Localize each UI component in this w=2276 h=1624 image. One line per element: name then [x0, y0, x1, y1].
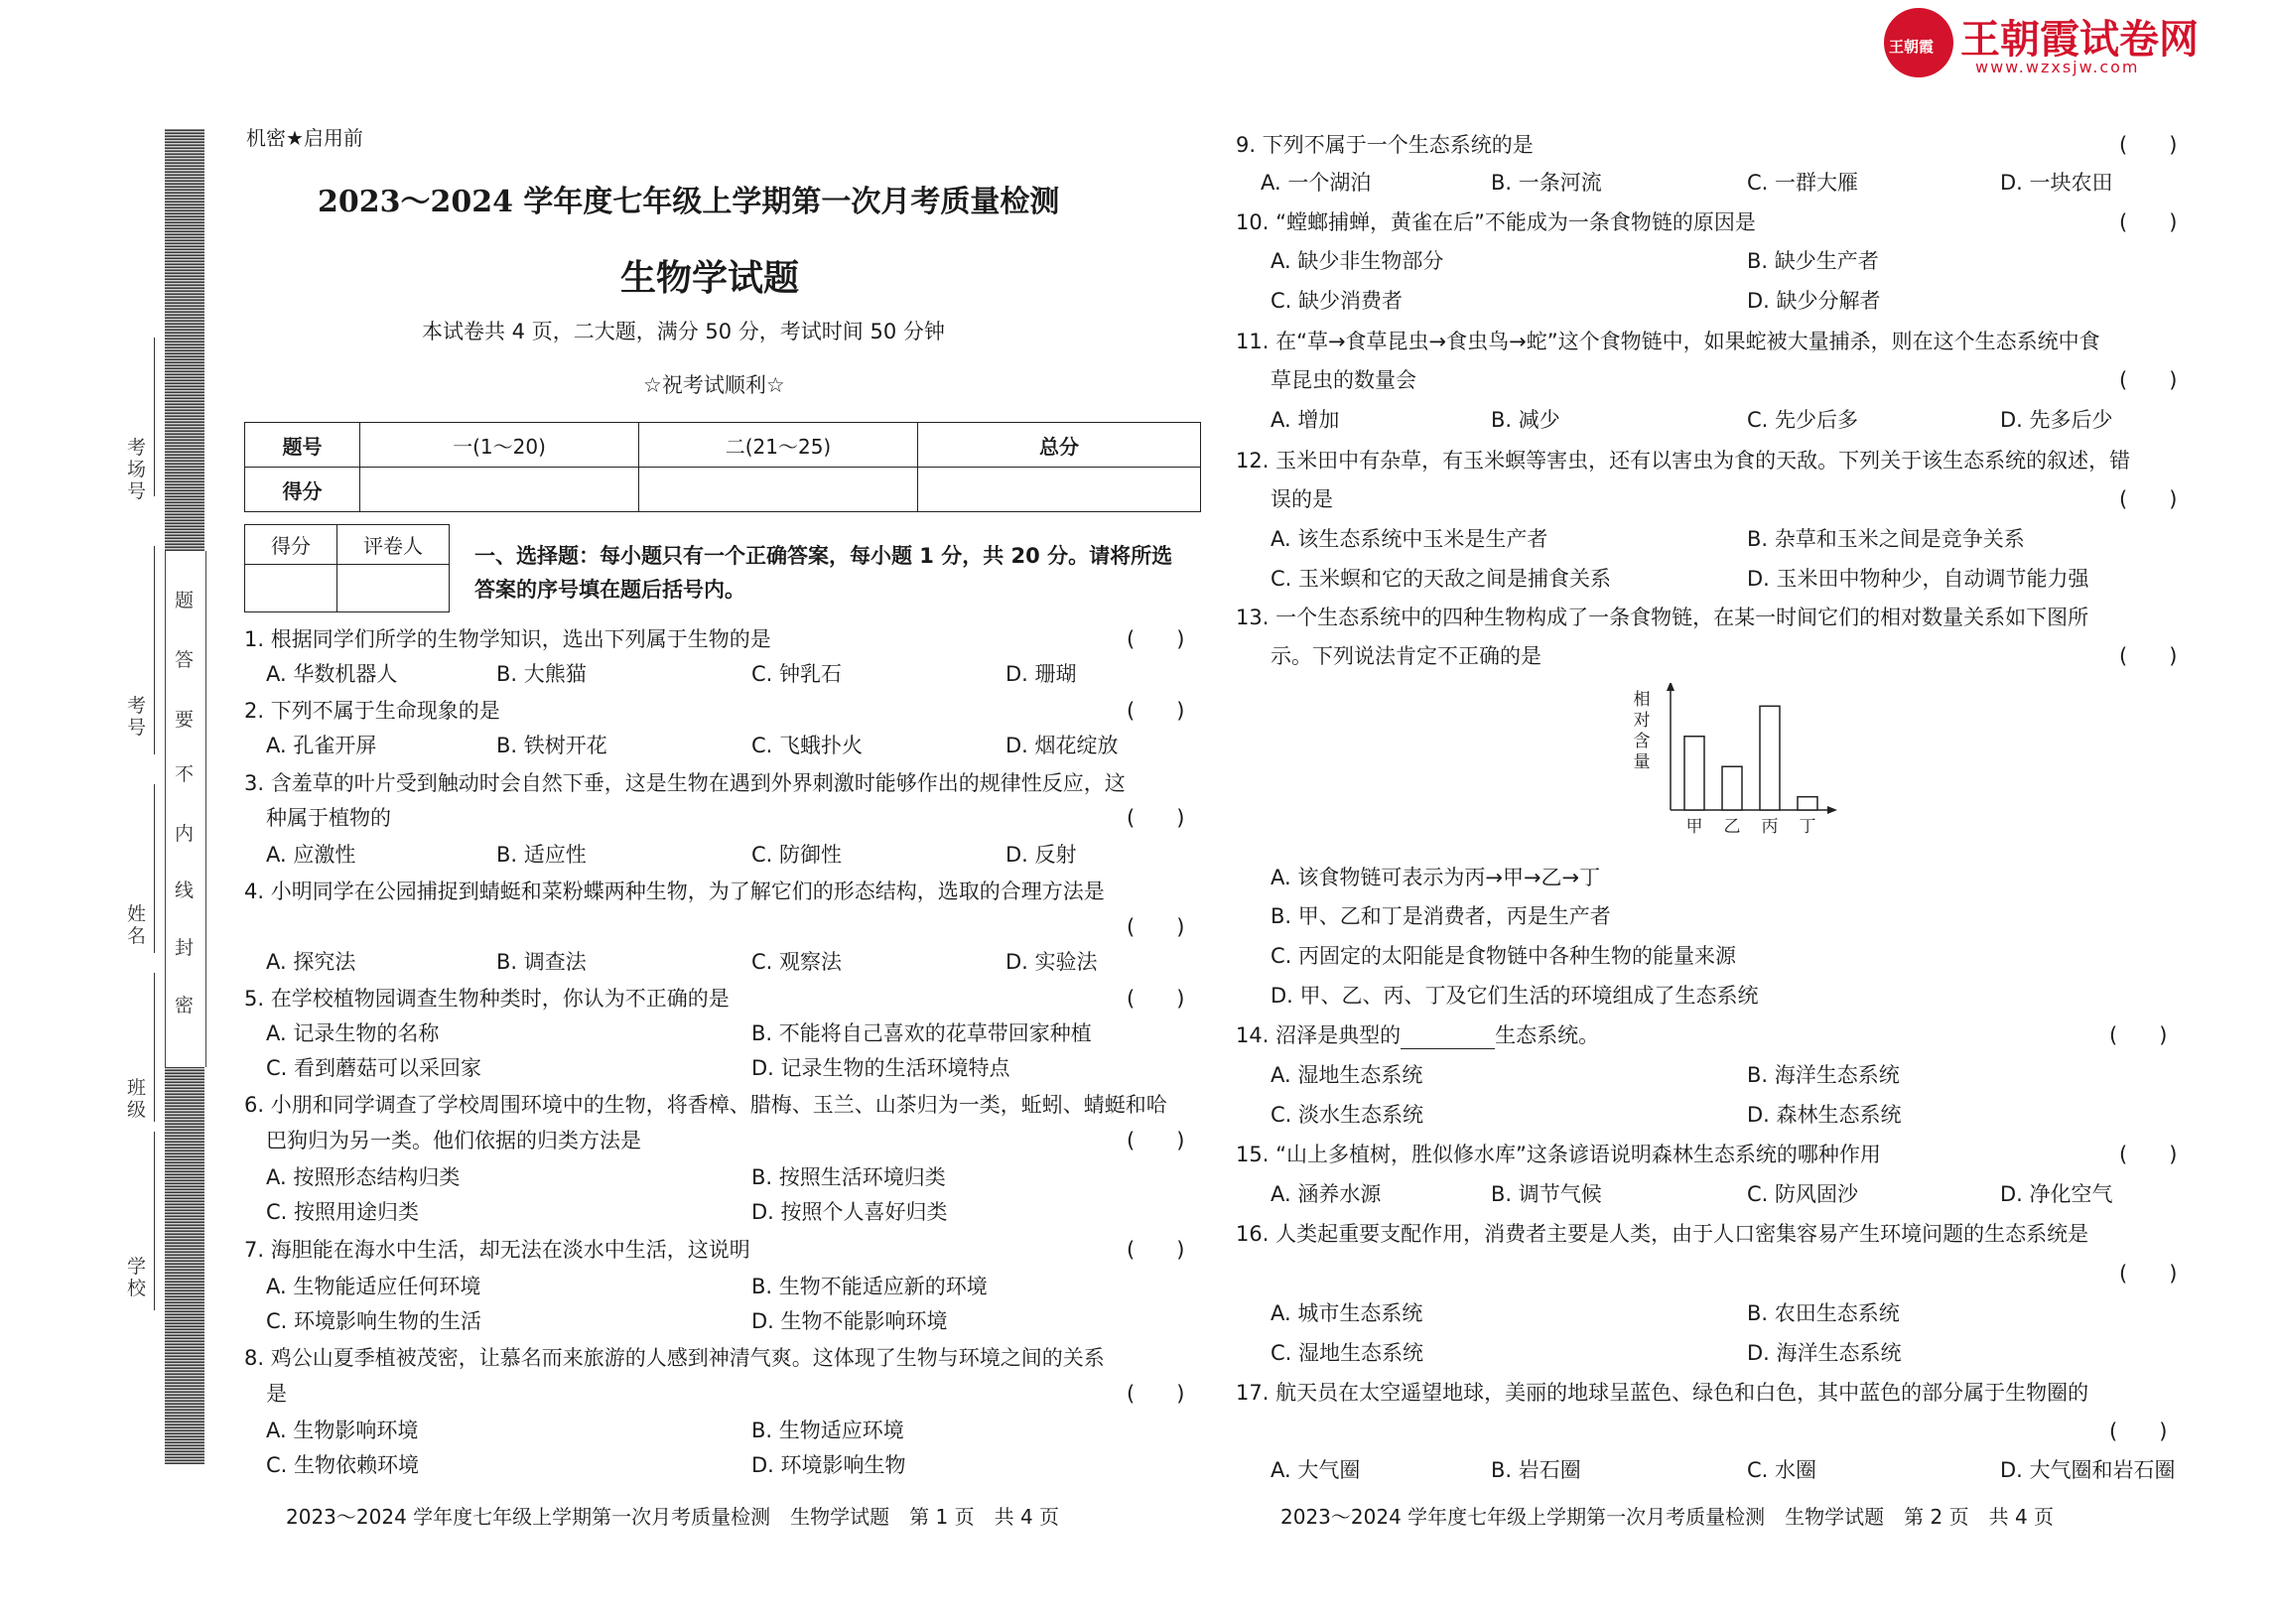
q12-option-c: C. 玉米螟和它的天敌之间是捕食关系: [1271, 567, 1612, 591]
exam-number-label: 考号: [127, 695, 147, 739]
question-7: 7. 海胆能在海水中生活，却无法在淡水中生活，这说明: [244, 1238, 750, 1262]
q1-option-d: D. 珊瑚: [1005, 662, 1077, 686]
q3-option-b: B. 适应性: [496, 843, 587, 867]
confidential-mark: 机密★启用前: [246, 126, 363, 150]
chart-bar-3: [1760, 706, 1780, 810]
q1-option-b: B. 大熊猫: [496, 662, 587, 686]
question-12-line2: 误的是: [1271, 487, 1333, 511]
score-cell-part1[interactable]: [360, 468, 639, 512]
binding-notice-7: 封: [175, 937, 195, 959]
answer-blank-14[interactable]: [1401, 1028, 1495, 1049]
binding-notice-4: 不: [175, 763, 195, 785]
question-11-line1: 11. 在“草→食草昆虫→食虫鸟→蛇”这个食物链中，如果蛇被大量捕杀，则在这个生态系统中食: [1236, 330, 2100, 353]
chart-x-axis-arrow: [1827, 806, 1837, 814]
grader-box: [244, 524, 450, 612]
name-line[interactable]: [154, 784, 155, 953]
grader-name-label: 评卷人: [337, 525, 450, 565]
score-table-header-part1: 一(1～20): [360, 423, 639, 468]
footer-left: 2023～2024 学年度七年级上学期第一次月考质量检测 生物学试题 第 1 页 共 4 页: [286, 1505, 1060, 1529]
question-15: 15. “山上多植树，胜似修水库”这条谚语说明森林生态系统的哪种作用: [1236, 1143, 1881, 1166]
q11-option-d: D. 先多后少: [2000, 408, 2113, 432]
score-table-header-part2: 二(21～25): [639, 423, 918, 468]
chart-bar-4: [1798, 797, 1817, 810]
exam-room-label: 考场号: [127, 437, 147, 502]
answer-bracket-15[interactable]: ( ): [2119, 1143, 2178, 1166]
exam-title: 2023～2024 学年度七年级上学期第一次月考质量检测: [318, 185, 1060, 219]
question-3-line2: 种属于植物的: [266, 806, 391, 830]
q11-option-a: A. 增加: [1271, 408, 1340, 432]
question-2: 2. 下列不属于生命现象的是: [244, 699, 500, 723]
q15-option-a: A. 涵养水源: [1271, 1182, 1382, 1206]
question-4: 4. 小明同学在公园捕捉到蜻蜓和菜粉蝶两种生物，为了解它们的形态结构，选取的合理方法是: [244, 880, 1105, 903]
q15-option-b: B. 调节气候: [1491, 1182, 1602, 1206]
q10-option-d: D. 缺少分解者: [1747, 289, 1881, 313]
answer-bracket-2[interactable]: ( ): [1127, 699, 1185, 723]
q11-option-b: B. 减少: [1491, 408, 1560, 432]
q5-option-c: C. 看到蘑菇可以采回家: [266, 1056, 482, 1080]
exam-room-line[interactable]: [154, 338, 155, 496]
q15-option-d: D. 净化空气: [2000, 1182, 2113, 1206]
chart-bar-1: [1684, 737, 1704, 810]
answer-bracket-8[interactable]: ( ): [1127, 1382, 1185, 1406]
q12-option-a: A. 该生态系统中玉米是生产者: [1271, 527, 1548, 551]
answer-bracket-9[interactable]: ( ): [2119, 133, 2178, 157]
q6-option-c: C. 按照用途归类: [266, 1200, 420, 1224]
chart-ylabel: 相对含量: [1633, 690, 1651, 772]
q6-option-a: A. 按照形态结构归类: [266, 1165, 461, 1189]
q6-option-b: B. 按照生活环境归类: [751, 1165, 946, 1189]
q16-option-c: C. 湿地生态系统: [1271, 1341, 1424, 1365]
q13-option-c: C. 丙固定的太阳能是食物链中各种生物的能量来源: [1271, 944, 1737, 968]
answer-bracket-10[interactable]: ( ): [2119, 210, 2178, 234]
answer-bracket-4[interactable]: ( ): [1127, 915, 1185, 939]
q16-option-b: B. 农田生态系统: [1747, 1301, 1900, 1325]
q13-option-b: B. 甲、乙和丁是消费者，丙是生产者: [1271, 904, 1611, 928]
q14-option-c: C. 淡水生态系统: [1271, 1103, 1424, 1127]
question-8-line1: 8. 鸡公山夏季植被茂密，让慕名而来旅游的人感到神清气爽。这体现了生物与环境之间的关系: [244, 1346, 1105, 1370]
q7-option-b: B. 生物不能适应新的环境: [751, 1275, 988, 1298]
grader-name-cell[interactable]: [337, 565, 450, 612]
question-13-line2: 示。下列说法肯定不正确的是: [1271, 644, 1541, 668]
question-6-line2: 巴狗归为另一类。他们依据的归类方法是: [266, 1129, 641, 1152]
binding-notice-5: 内: [175, 823, 195, 845]
answer-bracket-14[interactable]: ( ): [2109, 1023, 2168, 1047]
score-table: [244, 422, 1201, 512]
answer-bracket-5[interactable]: ( ): [1127, 987, 1185, 1011]
binding-notice-3: 要: [175, 709, 195, 731]
grader-score-label: 得分: [245, 525, 337, 565]
binding-notice-2: 答: [175, 649, 195, 671]
grader-score-cell[interactable]: [245, 565, 337, 612]
q2-option-c: C. 飞蛾扑火: [751, 734, 864, 757]
q14-option-a: A. 湿地生态系统: [1271, 1063, 1423, 1087]
q7-option-c: C. 环境影响生物的生活: [266, 1309, 482, 1333]
q10-option-c: C. 缺少消费者: [1271, 289, 1404, 313]
question-3-line1: 3. 含羞草的叶片受到触动时会自然下垂，这是生物在遇到外界刺激时能够作出的规律性反应，这: [244, 771, 1126, 795]
q9-option-c: C. 一群大雁: [1747, 171, 1859, 195]
q6-option-d: D. 按照个人喜好归类: [751, 1200, 948, 1224]
q10-option-a: A. 缺少非生物部分: [1271, 249, 1444, 273]
class-line[interactable]: [154, 973, 155, 1122]
q7-option-a: A. 生物能适应任何环境: [266, 1275, 481, 1298]
section1-instruction-line2: 答案的序号填在题后括号内。: [474, 578, 745, 602]
score-table-header-number: 题号: [245, 423, 360, 468]
q8-option-a: A. 生物影响环境: [266, 1419, 419, 1442]
q8-option-b: B. 生物适应环境: [751, 1419, 904, 1442]
q10-option-b: B. 缺少生产者: [1747, 249, 1879, 273]
question-1: 1. 根据同学们所学的生物学知识，选出下列属于生物的是: [244, 627, 771, 651]
section1-instruction-line1: 一、选择题：每小题只有一个正确答案，每小题 1 分，共 20 分。请将所选: [474, 544, 1173, 568]
answer-bracket-12[interactable]: ( ): [2119, 487, 2178, 511]
binding-notice-6: 线: [175, 880, 195, 901]
class-label: 班级: [127, 1077, 147, 1121]
q15-option-c: C. 防风固沙: [1747, 1182, 1859, 1206]
subject-title: 生物学试题: [620, 258, 800, 299]
answer-bracket-11[interactable]: ( ): [2119, 368, 2178, 392]
chart-bar-2: [1722, 766, 1742, 810]
answer-bracket-1[interactable]: ( ): [1127, 627, 1185, 651]
chart-tick-label-2: 乙: [1723, 817, 1741, 837]
q2-option-b: B. 铁树开花: [496, 734, 607, 757]
q11-option-c: C. 先少后多: [1747, 408, 1859, 432]
question-13-line1: 13. 一个生态系统中的四种生物构成了一条食物链，在某一时间它们的相对数量关系如下图所: [1236, 606, 2089, 629]
brand-name: 王朝霞试卷网: [1960, 17, 2199, 63]
q5-option-b: B. 不能将自己喜欢的花草带回家种植: [751, 1021, 1092, 1045]
q9-option-b: B. 一条河流: [1491, 171, 1602, 195]
q2-option-a: A. 孔雀开屏: [266, 734, 377, 757]
q13-option-a: A. 该食物链可表示为丙→甲→乙→丁: [1271, 866, 1601, 889]
chart-tick-label-1: 甲: [1685, 817, 1703, 837]
binding-hatch-bottom: [165, 1067, 204, 1464]
score-cell-total[interactable]: [918, 468, 1201, 512]
q1-option-a: A. 华数机器人: [266, 662, 398, 686]
question-5: 5. 在学校植物园调查生物种类时，你认为不正确的是: [244, 987, 730, 1011]
answer-bracket-6[interactable]: ( ): [1127, 1129, 1185, 1152]
school-label: 学校: [127, 1256, 147, 1299]
q12-option-d: D. 玉米田中物种少，自动调节能力强: [1747, 567, 2089, 591]
brand-logo-text: 王朝霞: [1889, 38, 1935, 56]
name-label: 姓名: [127, 903, 147, 947]
chart-tick-label-3: 丙: [1761, 817, 1779, 837]
question-12-line1: 12. 玉米田中有杂草，有玉米螟等害虫，还有以害虫为食的天敌。下列关于该生态系统的叙述，错: [1236, 449, 2131, 473]
brand-url: www.wzxsjw.com: [1975, 58, 2140, 76]
q1-option-c: C. 钟乳石: [751, 662, 843, 686]
question-9: 9. 下列不属于一个生态系统的是: [1236, 133, 1534, 157]
q17-option-b: B. 岩石圈: [1491, 1458, 1581, 1482]
binding-notice-strip: [165, 551, 206, 1067]
q3-option-c: C. 防御性: [751, 843, 843, 867]
answer-bracket-16[interactable]: ( ): [2119, 1262, 2178, 1286]
score-table-score-label: 得分: [245, 468, 360, 512]
food-chain-bar-chart: [1663, 683, 1841, 842]
q4-option-d: D. 实验法: [1005, 950, 1098, 974]
brand-logo: [1884, 8, 1953, 77]
q5-option-d: D. 记录生物的生活环境特点: [751, 1056, 1010, 1080]
q13-option-d: D. 甲、乙、丙、丁及它们生活的环境组成了生态系统: [1271, 984, 1759, 1008]
q14-option-d: D. 森林生态系统: [1747, 1103, 1902, 1127]
answer-bracket-7[interactable]: ( ): [1127, 1238, 1185, 1262]
q17-option-d: D. 大气圈和岩石圈: [2000, 1458, 2176, 1482]
exam-number-line[interactable]: [154, 546, 155, 754]
q9-option-d: D. 一块农田: [2000, 171, 2113, 195]
q2-option-d: D. 烟花绽放: [1005, 734, 1119, 757]
question-14-part2: 生态系统。: [1495, 1023, 1600, 1047]
score-cell-part2[interactable]: [639, 468, 918, 512]
answer-bracket-17[interactable]: ( ): [2109, 1420, 2168, 1443]
q8-option-c: C. 生物依赖环境: [266, 1453, 420, 1477]
q16-option-d: D. 海洋生态系统: [1747, 1341, 1902, 1365]
question-11-line2: 草昆虫的数量会: [1271, 368, 1416, 392]
q4-option-c: C. 观察法: [751, 950, 843, 974]
q12-option-b: B. 杂草和玉米之间是竞争关系: [1747, 527, 2025, 551]
question-16: 16. 人类起重要支配作用，消费者主要是人类，由于人口密集容易产生环境问题的生态系统是: [1236, 1222, 2089, 1246]
q4-option-a: A. 探究法: [266, 950, 356, 974]
question-17: 17. 航天员在太空遥望地球，美丽的地球呈蓝色、绿色和白色，其中蓝色的部分属于生物圈的: [1236, 1381, 2089, 1405]
question-14: [1236, 1019, 1599, 1049]
school-line[interactable]: [154, 1132, 155, 1310]
binding-hatch-top: [165, 129, 204, 551]
question-8-line2: 是: [266, 1382, 287, 1406]
chart-y-axis-arrow: [1667, 683, 1674, 691]
q5-option-a: A. 记录生物的名称: [266, 1021, 440, 1045]
answer-bracket-3[interactable]: ( ): [1127, 806, 1185, 830]
score-table-header-total: 总分: [918, 423, 1201, 468]
q3-option-d: D. 反射: [1005, 843, 1077, 867]
footer-right: 2023～2024 学年度七年级上学期第一次月考质量检测 生物学试题 第 2 页 共 4 页: [1280, 1505, 2055, 1529]
question-14-part1: 14. 沼泽是典型的: [1236, 1023, 1402, 1047]
exam-info: 本试卷共 4 页，二大题，满分 50 分，考试时间 50 分钟: [422, 320, 945, 343]
answer-bracket-13[interactable]: ( ): [2119, 644, 2178, 668]
binding-notice-1: 题: [175, 590, 195, 611]
q3-option-a: A. 应激性: [266, 843, 356, 867]
q17-option-c: C. 水圈: [1747, 1458, 1817, 1482]
question-10: 10. “螳螂捕蝉，黄雀在后”不能成为一条食物链的原因是: [1236, 210, 1756, 234]
q17-option-a: A. 大气圈: [1271, 1458, 1361, 1482]
chart-tick-label-4: 丁: [1799, 817, 1816, 837]
q4-option-b: B. 调查法: [496, 950, 587, 974]
q7-option-d: D. 生物不能影响环境: [751, 1309, 948, 1333]
q14-option-b: B. 海洋生态系统: [1747, 1063, 1900, 1087]
q16-option-a: A. 城市生态系统: [1271, 1301, 1423, 1325]
question-6-line1: 6. 小朋和同学调查了学校周围环境中的生物，将香樟、腊梅、玉兰、山茶归为一类，蚯蚓、蜻蜓和哈: [244, 1093, 1167, 1117]
q8-option-d: D. 环境影响生物: [751, 1453, 906, 1477]
binding-notice-8: 密: [175, 995, 195, 1016]
q9-option-a: A. 一个湖泊: [1261, 171, 1372, 195]
exam-wish: ☆祝考试顺利☆: [643, 373, 785, 397]
